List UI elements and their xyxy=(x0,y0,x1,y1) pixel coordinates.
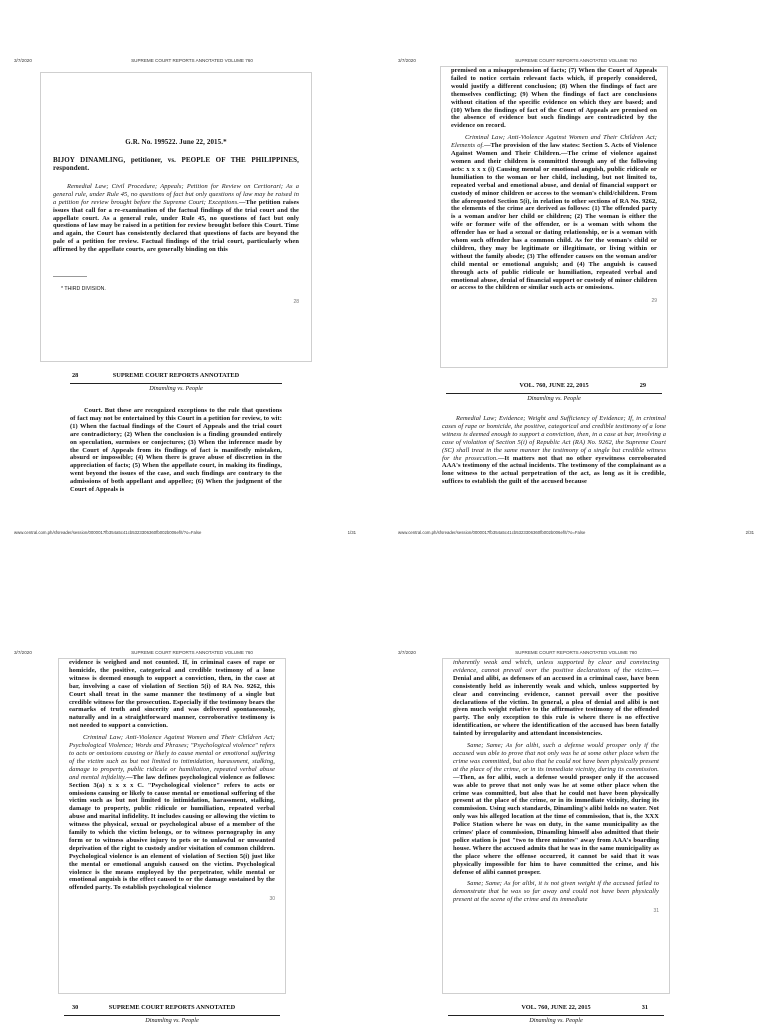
print-title: SUPREME COURT REPORTS ANNOTATED VOLUME 760 xyxy=(131,650,253,655)
syllabus-heading: Criminal Law; Anti-Violence Against Women and Their Children Act; Psychological Violence; Words and Phrases; "Psychological violence" refers to acts or omissions causing or likely to cause mental or emotional suffering of the victim such as but not limited to intimidation, harassment, stalking, damage to property, public ridicule or humiliation, repeated verbal abuse and mental infidelity. xyxy=(69,734,275,781)
running-head-page: 29 xyxy=(639,382,646,389)
running-head-title: VOL. 760, JUNE 22, 2015 xyxy=(521,1004,591,1011)
footer-url: www.central.com.ph/sfsreader/session/0000017fb354a5c41cb5323306360fb002b006ef/t/?o=False xyxy=(14,530,202,535)
running-head-title: VOL. 760, JUNE 22, 2015 xyxy=(519,382,589,389)
syllabus-paragraph xyxy=(53,183,299,254)
running-head-case: Dinamling vs. People xyxy=(448,1015,664,1024)
running-head-case: Dinamling vs. People xyxy=(70,383,282,393)
page-number: 31 xyxy=(653,908,659,915)
syllabus-heading: Same; Same; As for alibi, such a defense would prosper only if the accused was able to prove that not only was he at some other place when the crime was committed, but also that he could not have been physically present at the place of the crime, or in its immediate vicinity, during its commission. xyxy=(453,742,659,773)
print-header xyxy=(14,58,370,66)
book-page-30-bottom xyxy=(58,1004,286,1024)
syllabus-heading: Remedial Law; Civil Procedure; Appeals; Petition for Review on Certiorari; As a general rule, under Rule 45, no questions of fact but only questions of law may be raised in a petition for review brought before the Supreme Court; Exceptions. xyxy=(53,182,299,206)
book-page-28-top xyxy=(40,72,312,362)
syllabus-paragraph xyxy=(453,742,659,876)
syllabus-text: —The petition raises issues that call for a re-examination of the factual findings of the trial court and the appellate court. As a general rule, under Rule 45, no questions of fact but only questions of law may be raised in a petition for review brought before this Court. Time and again, the Court has consistently declared that questions of facts are beyond the pale of a petition for review. Factual findings of the trial court, particularly when affirmed by the appellate courts, are generally binding on this xyxy=(53,198,299,254)
syllabus-paragraph xyxy=(453,659,659,738)
case-parties: BIJOY DINAMLING, petitioner, vs. PEOPLE OF THE PHILIPPINES, respondent. xyxy=(53,155,299,173)
book-page-31-bottom xyxy=(442,1004,670,1024)
running-head-case: Dinamling vs. People xyxy=(64,1015,280,1024)
syllabus-text: —It matters not that no other eyewitness corroborated AAA's testimony of the actual incidents. The testimony of the complainant as a lone witness to the actual perpetration of the act, as long as it is credible, suffices to establish the guilt of the accused because xyxy=(442,454,666,486)
running-head-page: 31 xyxy=(641,1004,648,1011)
running-head-page: 30 xyxy=(72,1004,79,1011)
body-text: Court. But these are recognized exceptions to the rule that questions of fact may not be entertained by this Court in a petition for review, to wit: (1) When the factual findings of the Court of Appeals and the trial court are contradictory; (2) When the conclusion is a finding grounded entirely on speculation, surmises or conjectures; (3) When the inference made by the Court of Appeals from its findings of fact is manifestly mistaken, absurd or impossible; (4) When there is grave abuse of discretion in the appreciation of facts; (5) When the appellate court, in making its findings, went beyond the issues of the case, and such findings are contrary to the admissions of both appellant and appellee; (6) When the judgment of the Court of Appeals is xyxy=(70,407,282,494)
print-date: 3/7/2020 xyxy=(398,58,416,63)
book-page-29-bottom xyxy=(440,382,668,525)
syllabus-heading: Remedial Law; Evidence; Weight and Sufficiency of Evidence; If, in criminal cases of rape or homicide, the positive, categorical and credible testimony of a lone witness is deemed enough to support a conviction, then, in a case at bar, involving a case of violation of Section 5(i) of Republic Act (RA) No. 9262, the Supreme Court (SC) shall treat in the same manner the testimony of a single but credible witness for the prosecution. xyxy=(442,415,666,462)
gr-number: G.R. No. 199522. June 22, 2015.* xyxy=(125,138,227,146)
syllabus-paragraph xyxy=(451,134,657,292)
print-footer xyxy=(14,530,356,538)
print-header xyxy=(398,58,754,66)
running-head-page: 28 xyxy=(72,372,79,379)
footer-url: www.central.com.ph/sfsreader/session/0000017fb354a5c41cb5323306360fb002b006ef/t/?o=False xyxy=(398,530,586,535)
running-head xyxy=(442,382,666,393)
page-number: 29 xyxy=(651,298,657,305)
book-page-30-top xyxy=(58,658,286,994)
book-page-29-top xyxy=(440,66,668,368)
body-text: premised on a misapprehension of facts; (7) When the Court of Appeals failed to notice certain relevant facts which, if properly considered, would justify a different conclusion; (8) When the findings of fact are themselves conflicting; (9) When the findings of fact are conclusions without citation of the specific evidence on which they are based; and (10) When the findings of fact of the Court of Appeals are premised on the absence of evidence but such findings are contradicted by the evidence on record. xyxy=(451,67,657,130)
print-title: SUPREME COURT REPORTS ANNOTATED VOLUME 760 xyxy=(515,58,637,63)
syllabus-heading: inherently weak and which, unless supported by clear and convincing evidence, cannot prevail over the positive declarations of the victim. xyxy=(453,659,659,674)
book-page-28-bottom xyxy=(40,372,312,527)
syllabus-heading: Criminal Law; Anti-Violence Against Women and Their Children Act; Elements of. xyxy=(451,134,657,150)
footer-page: 1/31 xyxy=(347,530,356,535)
print-date: 3/7/2020 xyxy=(398,650,416,655)
running-head xyxy=(60,1004,284,1015)
page-number: 28 xyxy=(293,299,299,306)
print-title: SUPREME COURT REPORTS ANNOTATED VOLUME 760 xyxy=(515,650,637,655)
footer-page: 2/31 xyxy=(745,530,754,535)
print-date: 3/7/2020 xyxy=(14,58,32,63)
syllabus-paragraph xyxy=(442,415,666,525)
footnote: * THIRD DIVISION. xyxy=(61,286,106,293)
print-footer xyxy=(398,530,754,538)
running-head xyxy=(444,1004,668,1015)
print-header xyxy=(14,650,370,658)
running-head-case: Dinamling vs. People xyxy=(446,393,662,403)
running-head-title: SUPREME COURT REPORTS ANNOTATED xyxy=(112,372,240,379)
syllabus-heading: Same; Same; As for alibi, it is not given weight if the accused failed to demonstrate that he was so far away and could not have been physically present at the scene of the crime and its immediate xyxy=(453,880,659,904)
running-head-title: SUPREME COURT REPORTS ANNOTATED xyxy=(108,1004,236,1011)
footnote-rule xyxy=(53,276,87,277)
print-date: 3/7/2020 xyxy=(14,650,32,655)
syllabus-paragraph xyxy=(69,734,275,892)
page-number: 30 xyxy=(269,896,275,903)
running-head xyxy=(42,372,310,383)
book-page-31-top xyxy=(442,658,670,994)
print-header xyxy=(398,650,754,658)
print-title: SUPREME COURT REPORTS ANNOTATED VOLUME 760 xyxy=(131,58,253,63)
body-text: evidence is weighed and not counted. If, in criminal cases of rape or homicide, the positive, categorical and credible testimony of a lone witness is deemed enough to support a conviction, then, in the case at bar, involving a case of violation of Section 5(i) of RA No. 9262, this Court shall treat in the same manner the testimony of a single but credible witness for the prosecution. Especially if the testimony bears the earmarks of truth and sincerity and was delivered spontaneously, naturally and in a straightforward manner, corroborative testimony is not needed to support a conviction. xyxy=(69,659,275,730)
syllabus-text: —Then, as for alibi, such a defense would prosper only if the accused was able to prove that not only was he at some other place when the crime was committed, but also that he could not have been physically present at the place of the crime, or in its immediate vicinity, during its commission. Using such standards, Dinamling's alibi holds no water. Not only was his alleged location at the time of commission, that is, the XXX Police Station where he was on duty, in the same municipality as the crimes' place of commission, Dinamling himself also admitted that their police station is just "two to three minutes" away from AAA's boarding house. Where the accused admits that he was in the same municipality as the place where the offense occurred, it cannot be said that it was physically impossible for him to have committed the crime, and his defense of alibi cannot prosper. xyxy=(453,773,659,876)
syllabus-text: —The law defines psychological violence as follows: Section 3(a) x x x x C. "Psychological violence" refers to acts or omissions causing or likely to cause mental or emotional suffering of the victim such as but not limited to intimidation, harassment, stalking, damage to property, public ridicule or humiliation, repeated verbal abuse and marital infidelity. It includes causing or allowing the victim to witness the physical, sexual or psychological abuse of a member of the family to which the victim belongs, or to witness pornography in any form or to witness abusive injury to pets or to unlawful or unwanted deprivation of the right to custody and/or visitation of common children. Psychological violence is an element of violation of Section 5(i) just like the mental or emotional anguish caused on the victim. Psychological violence is the means employed by the perpetrator, while mental or emotional anguish is the effect caused to or the damage sustained by the offended party. To establish psychological violence xyxy=(69,773,276,892)
syllabus-text: —Denial and alibi, as defenses of an accused in a criminal case, have been consistently held as inherently weak and which, unless supported by clear and convincing evidence, cannot prevail over the positive declarations of the victim. In general, a plea of denial and alibi is not given much weight relative to the affirmative testimony of the offended party. The only exception to this rule is where there is no effective identification, or where the identification of the accused has been fatally tainted by irregularity and attendant inconsistencies. xyxy=(453,666,659,738)
syllabus-text: —The provision of the law states: Section 5. Acts of Violence Against Women and Their Children.—The crime of violence against women and their children is committed through any of the following acts: x x x x (i) Causing mental or emotional anguish, public ridicule or humiliation to the woman or her child, including, but not limited to, repeated verbal and emotional abuse, and denial of financial support or custody of minor children or access to the woman's child/children. From the aforequoted Section 5(i), in relation to other sections of RA No. 9262, the elements of the crime are derived as follows: (1) The offended party is a woman and/or her child or children; (2) The woman is either the wife or former wife of the offender, or is a woman with whom the offender has or had a sexual or dating relationship, or is a woman with whom such offender has a common child. As for the woman's child or children, they may be legitimate or illegitimate, or living within or without the family abode; (3) The offender causes on the woman and/or child mental or emotional anguish; and (4) The anguish is caused through acts of public ridicule or humiliation, repeated verbal and emotional abuse, denial of financial support or custody of minor children or access to the children or similar such acts or omissions. xyxy=(451,142,657,292)
